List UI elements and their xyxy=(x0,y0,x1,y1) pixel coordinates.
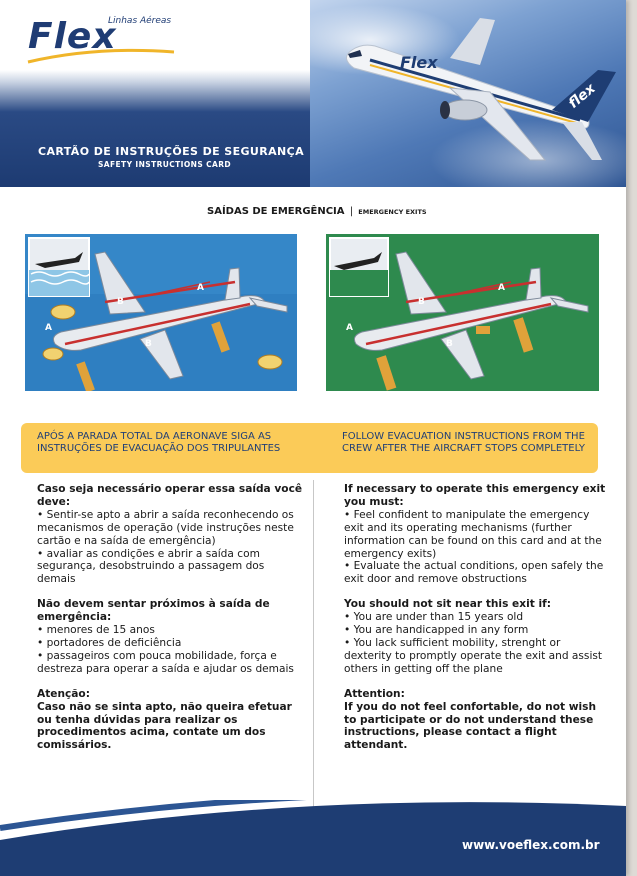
life-raft xyxy=(258,355,282,369)
website-url[interactable]: www.voeflex.com.br xyxy=(462,838,600,852)
banner-text-pt: APÓS A PARADA TOTAL DA AERONAVE SIGA AS INSTRUÇÕES DE EVACUAÇÃO DOS TRIPULANTES xyxy=(37,431,281,454)
column-portuguese xyxy=(37,483,305,764)
attention-title: Attention: xyxy=(344,687,405,700)
requirements-title: Caso seja necessário operar essa saída você deve: xyxy=(37,483,303,508)
restriction-item: • portadores de deficiência xyxy=(37,636,182,649)
exit-label: A xyxy=(197,283,204,293)
restrictions-block xyxy=(37,598,305,675)
instruction-banner xyxy=(21,423,598,473)
card-title: CARTÃO DE INSTRUÇÕES DE SEGURANÇA xyxy=(38,145,305,158)
inset-water-landing xyxy=(29,238,89,296)
logo: Flex xyxy=(28,16,117,57)
banner-text-en: FOLLOW EVACUATION INSTRUCTIONS FROM THE CREW AFTER THE AIRCRAFT STOPS COMPLETELY xyxy=(342,431,585,454)
exits-heading-pt: SAÍDAS DE EMERGÊNCIA xyxy=(207,206,345,217)
requirements-block xyxy=(344,483,606,586)
hero-airplane xyxy=(330,10,620,180)
requirement-item: • avaliar as condições e abrir a saída com segurança, desobstruindo a passagem dos demais xyxy=(37,547,265,586)
attention-block xyxy=(37,688,305,753)
escape-slide xyxy=(476,326,490,334)
exit-label: B xyxy=(145,339,152,349)
restriction-item: • You are handicapped in any form xyxy=(344,624,529,637)
life-raft xyxy=(43,348,63,360)
requirements-title: If necessary to operate this emergency exit you must: xyxy=(344,483,606,508)
exits-heading xyxy=(207,206,427,217)
inset-land-landing xyxy=(330,238,388,296)
exits-heading-separator: | xyxy=(349,206,354,217)
restrictions-block xyxy=(344,598,606,675)
exits-heading-en: EMERGENCY EXITS xyxy=(358,208,427,216)
exit-label: B xyxy=(446,339,453,349)
exit-label: B xyxy=(418,297,425,307)
life-raft xyxy=(51,305,75,319)
requirements-block xyxy=(37,483,305,586)
restriction-item: • You are under than 15 years old xyxy=(344,611,524,624)
exit-label: A xyxy=(45,323,52,333)
attention-text: Caso não se sinta apto, não queira efetuar ou tenha dúvidas para realizar os procedimentos acima, contate um dos comissários. xyxy=(37,700,292,752)
restriction-item: • passageiros com pouca mobilidade, força e destreza para operar a saída e ajudar os demais xyxy=(37,649,294,675)
header xyxy=(0,0,626,187)
attention-title: Atenção: xyxy=(37,687,90,700)
water-evacuation-diagram xyxy=(25,234,297,391)
attention-block xyxy=(344,688,606,753)
requirement-item: • Feel confident to manipulate the emergency exit and its operating mechanisms (further information can be found on this card and at the emergency exits) xyxy=(344,508,602,560)
exit-label: A xyxy=(498,283,505,293)
card-subtitle: SAFETY INSTRUCTIONS CARD xyxy=(98,160,232,169)
attention-text: If you do not feel confortable, do not wish to participate or do not understand these instructions, please contact a flight attendant. xyxy=(344,700,596,752)
column-english xyxy=(344,483,606,764)
exit-label: B xyxy=(117,297,124,307)
requirement-item: • Evaluate the actual conditions, open safely the exit door and remove obstructions xyxy=(344,560,604,586)
fuselage-logo: Flex xyxy=(400,53,438,72)
tail-logo: flex xyxy=(565,80,599,112)
land-evacuation-diagram xyxy=(326,234,599,391)
restrictions-title: Não devem sentar próximos à saída de emergência: xyxy=(37,598,270,624)
restriction-item: • You lack sufficient mobility, strenght or dexterity to promptly operate the exit and assist others in getting off the plane xyxy=(344,636,603,675)
restrictions-title: You should not sit near this exit if: xyxy=(344,598,551,611)
logo-subtext: Linhas Aéreas xyxy=(108,16,172,26)
exit-label: A xyxy=(346,323,353,333)
requirement-item: • Sentir-se apto a abrir a saída reconhecendo os mecanismos de operação (vide instruções neste cartão e na saída de emergência) xyxy=(37,508,294,547)
column-divider xyxy=(313,480,314,810)
restriction-item: • menores de 15 anos xyxy=(37,624,155,637)
